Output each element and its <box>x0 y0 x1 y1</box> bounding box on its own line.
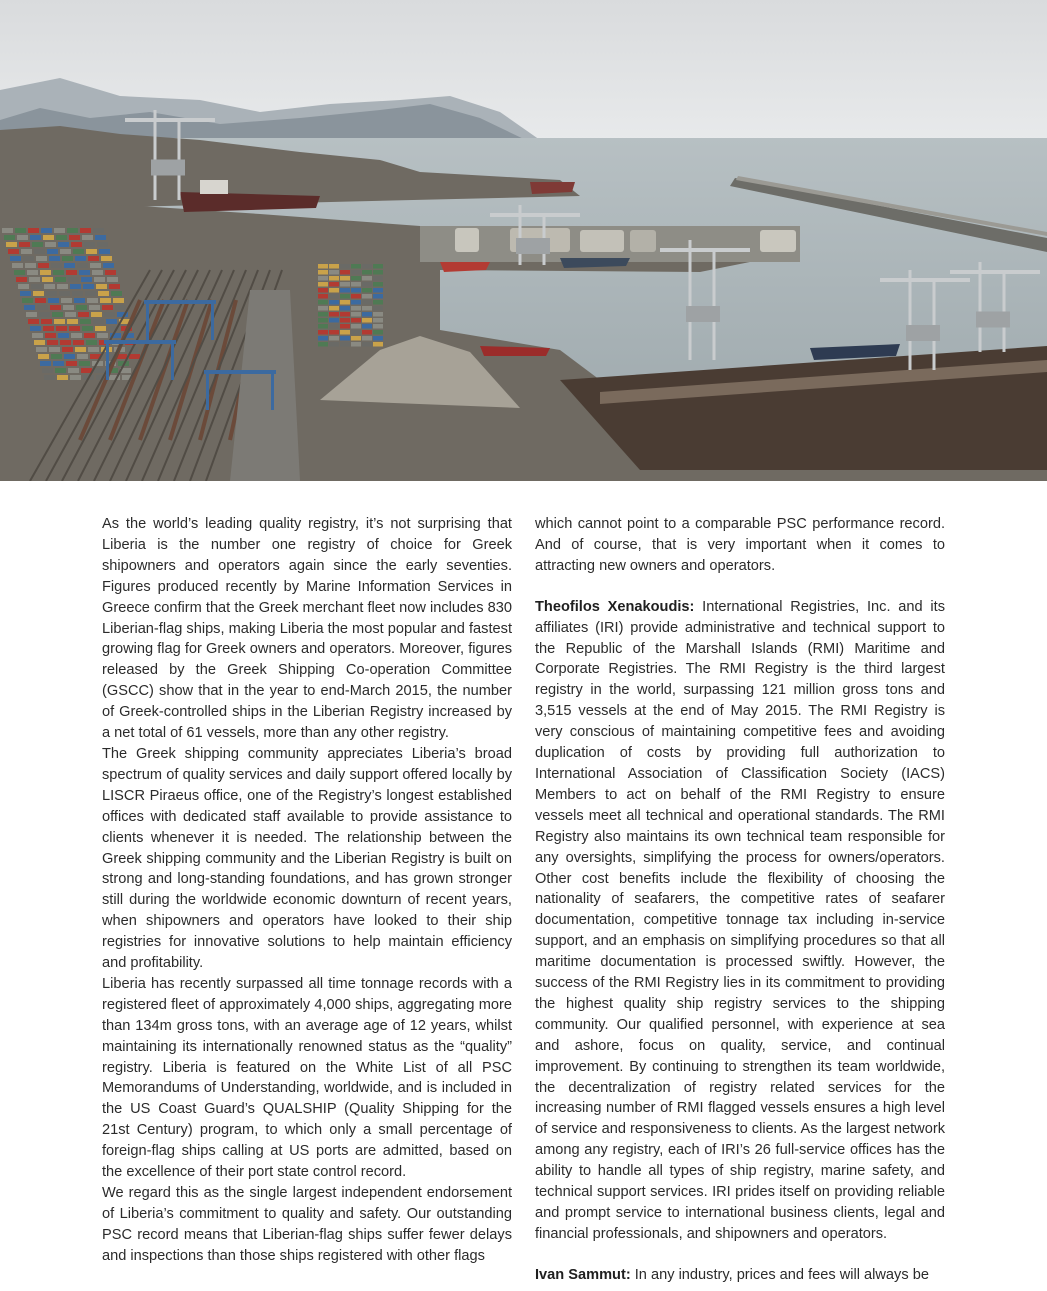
container-block <box>362 288 372 293</box>
container-block <box>32 242 43 247</box>
container-block <box>84 333 95 338</box>
speaker-answer: International Registries, Inc. and its affiliates (IRI) provide administrative and technical support to the Republic of the Marshall Islands (RMI) Maritime and Corporate Registries. The RMI Registry is the third largest registry in the world, surpassing 121 million gross tons and 3,515 vessels at the end of May 2015. The RMI Registry is very conscious of maintaining competitive fees and avoiding duplication of costs by providing full authorization to International Association of Classification Society (IACS) Members to act on behalf of the RMI Registry to ensure vessels meet all technical and operational standards. The RMI Registry also maintains its own technical team responsible for any oversights, simplifying the process for owners/operators. Other cost benefits include the flexibility of choosing the nationality of seafarers, the competitive rates of seafarer documentation, competitive tonnage tax including in-service support, and an emphasis on simplifying procedures so that all maritime documentation is processed swiftly. However, the success of the RMI Registry lies in its commitment to providing the highest quality ship registry services to the shipping community. Our qualified personnel, with experience at sea and ashore, focus on quality, service, and continual improvement. By continuing to strengthen its team worldwide, the decentralization of registry related services for the increasing number of RMI flagged vessels ensures a high level of service and responsiveness to clients. As the largest network among any registry, each of IRI’s 26 full-service offices has the ability to handle all types of ship registry, marine safety, and technical support services. IRI prides itself on providing reliable and prompt service to international business clients, legal and financial professionals, and shipowners and operators. <box>535 598 945 1242</box>
container-block <box>373 282 383 287</box>
container-block <box>14 270 25 275</box>
container-block <box>115 305 126 310</box>
container-block <box>41 228 52 233</box>
container-block <box>15 228 26 233</box>
container-block <box>51 354 62 359</box>
container-block <box>80 319 91 324</box>
container-block <box>318 282 328 287</box>
container-block <box>19 242 30 247</box>
container-block <box>53 270 64 275</box>
container-block <box>95 326 106 331</box>
container-block <box>16 277 27 282</box>
port-photo <box>0 0 1047 481</box>
container-block <box>106 319 117 324</box>
container-block <box>318 336 328 341</box>
container-block <box>329 312 339 317</box>
container-block <box>69 326 80 331</box>
container-block <box>329 276 339 281</box>
gantry-crane-leg <box>146 300 149 340</box>
container-block <box>66 270 77 275</box>
container-block <box>373 288 383 293</box>
container-block <box>99 249 110 254</box>
container-block <box>351 336 361 341</box>
container-block <box>23 256 34 261</box>
container-block <box>351 282 361 287</box>
container-block <box>63 305 74 310</box>
container-block <box>29 277 40 282</box>
container-block <box>92 270 103 275</box>
paragraph-continuation: which cannot point to a comparable PSC performance record. And of course, that is very important when it comes to attracting new owners and operators. <box>535 516 945 574</box>
container-block <box>40 270 51 275</box>
container-block <box>373 294 383 299</box>
paragraph-greek-community: The Greek shipping community appreciates Liberia’s broad spectrum of quality services and daily support offered locally by LISCR Piraeus office, one of the Registry’s longest established offices with dedicated staff available to provide assistance to clients whenever it is needed. The relationship between the Greek shipping community and the Liberian Registry is built on strong and long-standing foundations, and has grown stronger still during the worldwide economic downturn of recent years, when shipowners and operators have looked to their ship registries for innovative solutions to help maintain efficiency and profitability. <box>102 745 512 972</box>
container-block <box>50 305 61 310</box>
container-block <box>318 276 328 281</box>
container-block <box>73 340 84 345</box>
container-block <box>329 330 339 335</box>
gantry-crane <box>104 340 176 344</box>
container-block <box>57 375 68 380</box>
container-block <box>93 319 104 324</box>
container-block <box>66 361 77 366</box>
container-block <box>340 288 350 293</box>
container-block <box>47 249 58 254</box>
container-block <box>351 342 361 347</box>
container-block <box>82 326 93 331</box>
container-block <box>34 340 45 345</box>
container-block <box>101 256 112 261</box>
container-block <box>362 294 372 299</box>
container-block <box>42 368 53 373</box>
container-block <box>318 294 328 299</box>
container-block <box>32 333 43 338</box>
container-block <box>94 277 105 282</box>
container-block <box>362 336 372 341</box>
container-block <box>70 284 81 289</box>
container-block <box>318 264 328 269</box>
container-block <box>97 242 108 247</box>
container-block <box>40 361 51 366</box>
crane-cabin <box>686 306 720 322</box>
container-block <box>56 326 67 331</box>
container-block <box>57 284 68 289</box>
gantry-crane-leg <box>171 340 174 380</box>
container-block <box>373 306 383 311</box>
container-block <box>104 312 115 317</box>
container-block <box>89 305 100 310</box>
container-block <box>30 235 41 240</box>
container-block <box>340 342 350 347</box>
container-block <box>64 354 75 359</box>
container-block <box>43 326 54 331</box>
container-block <box>373 276 383 281</box>
container-block <box>10 256 21 261</box>
container-block <box>44 284 55 289</box>
container-block <box>60 340 71 345</box>
container-block <box>351 270 361 275</box>
container-block <box>45 333 56 338</box>
container-block <box>64 263 75 268</box>
paragraph-endorsement: We regard this as the single largest independent endorsement of Liberia’s commitment to quality and safety. Our outstanding PSC record means that Liberian-flag ships suffer fewer delays and inspections than those ships registered with other flags <box>102 1185 512 1264</box>
container-block <box>90 263 101 268</box>
container-block <box>340 300 350 305</box>
container-block <box>105 270 116 275</box>
paragraph-xenakoudis <box>535 597 945 1245</box>
container-block <box>329 318 339 323</box>
gantry-crane-leg <box>211 300 214 340</box>
container-block <box>329 336 339 341</box>
speaker-answer: In any industry, prices and fees will always be <box>630 1266 929 1283</box>
container-block <box>362 318 372 323</box>
container-block <box>373 312 383 317</box>
container-block <box>329 282 339 287</box>
container-block <box>83 284 94 289</box>
container-block <box>318 324 328 329</box>
container-block <box>329 324 339 329</box>
speaker-name: Theofilos Xenakoudis: <box>535 598 695 615</box>
container-block <box>43 235 54 240</box>
container-block <box>362 264 372 269</box>
container-block <box>18 284 29 289</box>
port-photo-illustration <box>0 0 1047 481</box>
container-block <box>62 256 73 261</box>
container-block <box>86 340 97 345</box>
gantry-crane-leg <box>206 370 209 410</box>
gantry-crane <box>144 300 216 304</box>
container-block <box>62 347 73 352</box>
speaker-name: Ivan Sammut: <box>535 1266 631 1283</box>
container-block <box>340 318 350 323</box>
container-block <box>111 291 122 296</box>
gantry-crane-leg <box>271 370 274 410</box>
container-block <box>340 294 350 299</box>
container-block <box>58 333 69 338</box>
container-block <box>95 235 106 240</box>
container-block <box>109 284 120 289</box>
article-left-column <box>102 514 512 1267</box>
container-block <box>47 340 58 345</box>
container-block <box>318 330 328 335</box>
container-block <box>6 242 17 247</box>
container-block <box>8 249 19 254</box>
container-block <box>318 306 328 311</box>
container-block <box>41 319 52 324</box>
container-block <box>36 256 47 261</box>
container-block <box>318 312 328 317</box>
container-block <box>72 291 83 296</box>
container-block <box>91 312 102 317</box>
container-block <box>67 228 78 233</box>
container-block <box>42 277 53 282</box>
container-block <box>362 276 372 281</box>
container-block <box>65 312 76 317</box>
container-block <box>98 291 109 296</box>
container-block <box>329 264 339 269</box>
gantry-crane <box>204 370 276 374</box>
container-block <box>55 368 66 373</box>
container-block <box>36 347 47 352</box>
container-block <box>340 270 350 275</box>
container-block <box>373 264 383 269</box>
container-block <box>49 256 60 261</box>
container-block <box>53 361 64 366</box>
container-block <box>45 242 56 247</box>
container-block <box>318 318 328 323</box>
container-block <box>351 306 361 311</box>
container-block <box>17 235 28 240</box>
container-block <box>28 228 39 233</box>
container-block <box>100 298 111 303</box>
paragraph-tonnage-records: Liberia has recently surpassed all time tonnage records with a registered fleet of approximately 4,000 ships, aggregating more than 134m gross tons, with an average age of 12 years, whilst maintaining its internationally renowned status as the “quality” registry. Liberia is featured on the White List of all PSC Memorandums of Understanding, worldwide, and is included in the US Coast Guard’s QUALSHIP (Quality Shipping for the 21st Century) program, to which only a small percentage of foreign-flag ships calling at US ports are admitted, based on the excellence of their port state control record. <box>102 975 512 1181</box>
crane-cabin <box>976 312 1010 328</box>
container-block <box>340 312 350 317</box>
container-block <box>87 298 98 303</box>
container-block <box>362 282 372 287</box>
crane-cabin <box>516 238 550 254</box>
container-block <box>81 368 92 373</box>
container-block <box>84 242 95 247</box>
container-block <box>27 270 38 275</box>
container-block <box>74 298 85 303</box>
container-block <box>49 347 60 352</box>
container-block <box>37 305 48 310</box>
container-block <box>351 294 361 299</box>
container-block <box>318 288 328 293</box>
container-block <box>2 228 13 233</box>
container-block <box>340 330 350 335</box>
container-block <box>96 284 107 289</box>
container-block <box>362 312 372 317</box>
container-block <box>79 361 90 366</box>
container-block <box>351 330 361 335</box>
container-block <box>12 263 23 268</box>
container-block <box>340 324 350 329</box>
container-block <box>362 342 372 347</box>
container-block <box>51 263 62 268</box>
container-block <box>54 319 65 324</box>
container-block <box>113 298 124 303</box>
container-block <box>26 312 37 317</box>
paragraph-greek-registry: As the world’s leading quality registry, it’s not surprising that Liberia is the number one registry of choice for Greek shipowners and operators again since the early seventies. Figures produced recently by Marine Information Services in Greece confirm that the Greek merchant fleet now includes 830 Liberian-flag ships, making Liberia the most popular and fastest growing flag for Greek owners and operators. Moreover, figures released by the Greek Shipping Co-operation Committee (GSCC) show that in the year to end-March 2015, the number of Greek-controlled ships in the Liberian Registry increased by a net total of 61 vessels, more than any other registry. <box>102 516 512 742</box>
container-block <box>329 342 339 347</box>
container-block <box>318 342 328 347</box>
container-block <box>362 306 372 311</box>
container-block <box>373 330 383 335</box>
container-block <box>94 368 105 373</box>
container-block <box>351 312 361 317</box>
container-block <box>70 375 81 380</box>
container-block <box>362 324 372 329</box>
container-block <box>24 305 35 310</box>
container-block <box>318 300 328 305</box>
container-block <box>68 277 79 282</box>
container-block <box>97 333 108 338</box>
container-block <box>88 347 99 352</box>
container-block <box>340 282 350 287</box>
container-block <box>78 312 89 317</box>
container-block <box>46 291 57 296</box>
container-block <box>102 305 113 310</box>
container-block <box>38 263 49 268</box>
container-block <box>33 291 44 296</box>
container-block <box>86 249 97 254</box>
container-block <box>373 300 383 305</box>
container-block <box>351 300 361 305</box>
container-block <box>340 336 350 341</box>
container-block <box>25 263 36 268</box>
container-block <box>329 270 339 275</box>
container-block <box>39 312 50 317</box>
container-block <box>351 324 361 329</box>
container-block <box>61 298 72 303</box>
container-block <box>4 235 15 240</box>
crane-cabin <box>151 160 185 176</box>
paragraph-sammut <box>535 1265 945 1286</box>
crane-cabin <box>906 325 940 341</box>
container-block <box>351 288 361 293</box>
article-right-column <box>535 514 945 1286</box>
container-block <box>362 330 372 335</box>
container-block <box>88 256 99 261</box>
container-block <box>71 242 82 247</box>
container-block <box>52 312 63 317</box>
container-block <box>77 354 88 359</box>
container-block <box>329 306 339 311</box>
container-block <box>31 284 42 289</box>
container-block <box>21 249 32 254</box>
container-block <box>103 263 114 268</box>
container-block <box>340 306 350 311</box>
container-block <box>30 326 41 331</box>
gantry-crane-leg <box>106 340 109 380</box>
container-block <box>373 270 383 275</box>
container-block <box>318 270 328 275</box>
container-block <box>340 276 350 281</box>
container-block <box>85 291 96 296</box>
container-block <box>362 270 372 275</box>
container-block <box>54 228 65 233</box>
container-block <box>76 305 87 310</box>
container-block <box>71 333 82 338</box>
container-block <box>22 298 33 303</box>
container-block <box>34 249 45 254</box>
container-block <box>75 256 86 261</box>
container-block <box>28 319 39 324</box>
container-block <box>82 235 93 240</box>
container-block <box>329 300 339 305</box>
container-block <box>38 354 49 359</box>
container-block <box>129 354 140 359</box>
container-block <box>77 263 88 268</box>
container-block <box>73 249 84 254</box>
container-block <box>48 298 59 303</box>
container-block <box>60 249 71 254</box>
container-block <box>329 294 339 299</box>
container-block <box>56 235 67 240</box>
container-block <box>93 228 104 233</box>
container-block <box>373 336 383 341</box>
container-block <box>58 242 69 247</box>
container-block <box>81 277 92 282</box>
container-block <box>373 318 383 323</box>
container-block <box>340 264 350 269</box>
container-block <box>68 368 79 373</box>
container-block <box>351 318 361 323</box>
container-block <box>55 277 66 282</box>
container-block <box>373 324 383 329</box>
container-block <box>107 277 118 282</box>
container-block <box>373 342 383 347</box>
container-block <box>59 291 70 296</box>
container-block <box>75 347 86 352</box>
container-block <box>44 375 55 380</box>
tank-farm <box>420 226 800 262</box>
container-block <box>35 298 46 303</box>
container-block <box>351 276 361 281</box>
container-block <box>67 319 78 324</box>
container-block <box>80 228 91 233</box>
container-block <box>20 291 31 296</box>
container-block <box>351 264 361 269</box>
container-block <box>329 288 339 293</box>
container-block <box>362 300 372 305</box>
container-block <box>69 235 80 240</box>
container-block <box>79 270 90 275</box>
